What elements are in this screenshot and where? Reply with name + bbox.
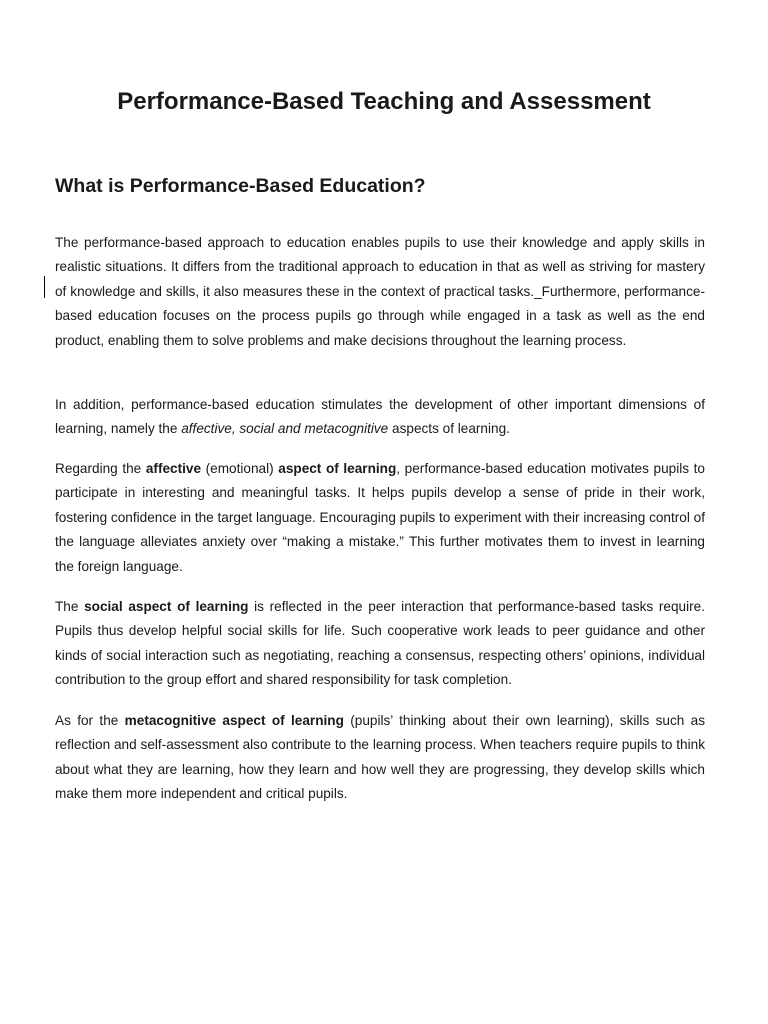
paragraph-text: The performance-based approach to education enables pupils to use their knowledge and apply skills in realistic situations. It differs from the traditional approach to education in that as well as striving for mastery of knowledge and skills, it also measures these in the context of practical tasks. bbox=[55, 235, 705, 299]
underscore-mark: _ bbox=[534, 283, 542, 299]
paragraph-dimensions bbox=[55, 393, 705, 442]
section-heading: What is Performance-Based Education? bbox=[55, 175, 426, 197]
text-cursor bbox=[44, 276, 45, 298]
paragraph-text: As for the bbox=[55, 713, 125, 728]
paragraph-intro bbox=[55, 231, 705, 353]
paragraph-text: , performance-based education motivates pupils to participate in interesting and meaningful tasks. It helps pupils develop a sense of pride in their work, fostering confidence in the target language. Encouraging pupils to experiment with their increasing control of the language alleviates anxiety over “making a mistake.” This further motivates them to invest in learning the foreign language. bbox=[55, 461, 705, 574]
bold-term: aspect of learning bbox=[278, 461, 397, 476]
paragraph-social bbox=[55, 595, 705, 693]
paragraph-affective bbox=[55, 457, 705, 579]
paragraph-text: (pupils’ thinking about their own learning), skills such as reflection and self-assessment also contribute to the learning process. When teachers require pupils to think about what they are learning, how they learn and how well they are progressing, they develop skills which make them more independent and critical pupils. bbox=[55, 713, 705, 802]
paragraph-text: is reflected in the peer interaction that performance-based tasks require. Pupils thus develop helpful social skills for life. Such cooperative work leads to peer guidance and other kinds of social interaction such as negotiating, reaching a consensus, respecting others’ opinions, individual contribution to the group effort and shared responsibility for task completion. bbox=[55, 599, 705, 688]
bold-term: affective bbox=[145, 461, 202, 476]
paragraph-text: The bbox=[55, 599, 85, 614]
bold-term: metacognitive aspect of learning bbox=[124, 713, 344, 728]
paragraph-metacognitive bbox=[55, 709, 705, 807]
paragraph-text: aspects of learning. bbox=[388, 421, 510, 437]
paragraph-text: Regarding the bbox=[55, 461, 146, 476]
paragraph-text: Furthermore, performance-based education focuses on the process pupils go through while engaged in a task as well as the end product, enabling them to solve problems and make decisions throughout the learning process. bbox=[55, 283, 705, 348]
document-title: Performance-Based Teaching and Assessment bbox=[117, 88, 651, 115]
bold-term: social aspect of learning bbox=[84, 599, 249, 614]
italic-phrase: affective, social and metacognitive bbox=[181, 421, 389, 437]
paragraph-text: (emotional) bbox=[201, 461, 279, 476]
paragraph-text: In addition, performance-based education stimulates the development of other important dimensions of learning, namely the bbox=[55, 397, 705, 437]
